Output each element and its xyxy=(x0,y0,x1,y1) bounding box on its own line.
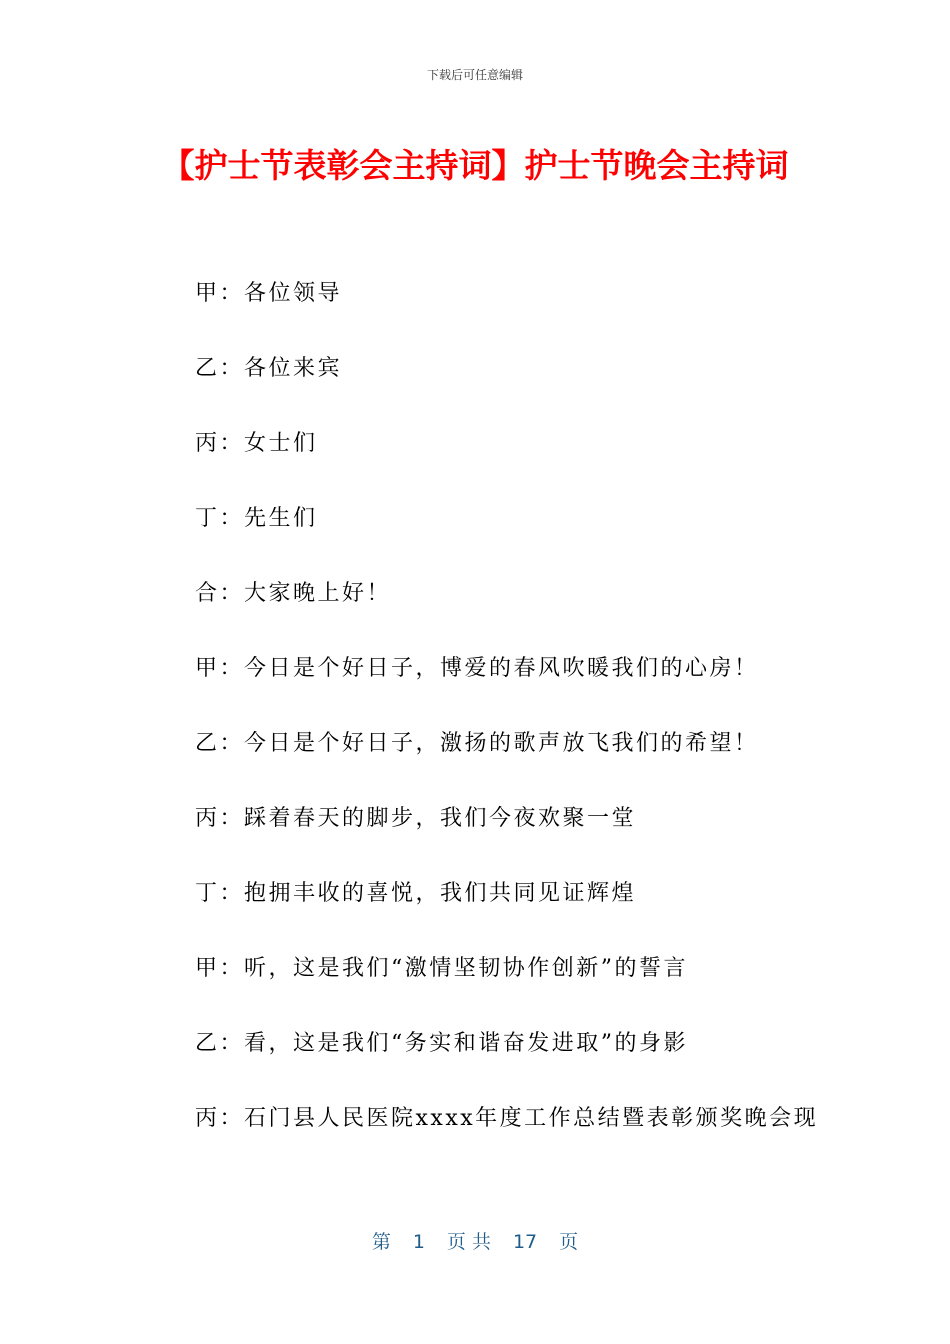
header-note: 下载后可任意编辑 xyxy=(426,68,523,82)
script-line: 丁：抱拥丰收的喜悦，我们共同见证辉煌 xyxy=(195,881,637,906)
script-line: 乙：各位来宾 xyxy=(195,356,343,381)
page-footer xyxy=(0,1227,950,1254)
footer-prefix: 第 xyxy=(371,1231,391,1253)
footer-suffix: 页 xyxy=(559,1231,579,1253)
footer-current-page: 1 xyxy=(412,1231,425,1253)
script-body xyxy=(195,276,835,1176)
script-line: 甲：今日是个好日子，博爱的春风吹暖我们的心房！ xyxy=(195,656,759,681)
script-line: 丁：先生们 xyxy=(195,506,318,531)
script-line: 丙：石门县人民医院xxxx年度工作总结暨表彰颁奖晚会现 xyxy=(195,1106,819,1131)
script-line: 丙：踩着春天的脚步，我们今夜欢聚一堂 xyxy=(195,806,637,831)
script-line: 甲：听，这是我们“激情坚韧协作创新”的誓言 xyxy=(195,956,688,981)
script-line: 乙：看，这是我们“务实和谐奋发进取”的身影 xyxy=(195,1031,688,1056)
footer-total-pages: 17 xyxy=(512,1231,538,1253)
script-line: 乙：今日是个好日子，激扬的歌声放飞我们的希望！ xyxy=(195,731,759,756)
script-line: 合：大家晚上好！ xyxy=(195,581,392,606)
script-line: 甲：各位领导 xyxy=(195,281,343,306)
script-line: 丙：女士们 xyxy=(195,431,318,456)
footer-middle: 页 共 xyxy=(446,1231,491,1253)
document-title: 【护士节表彰会主持词】护士节晚会主持词 xyxy=(161,146,789,185)
